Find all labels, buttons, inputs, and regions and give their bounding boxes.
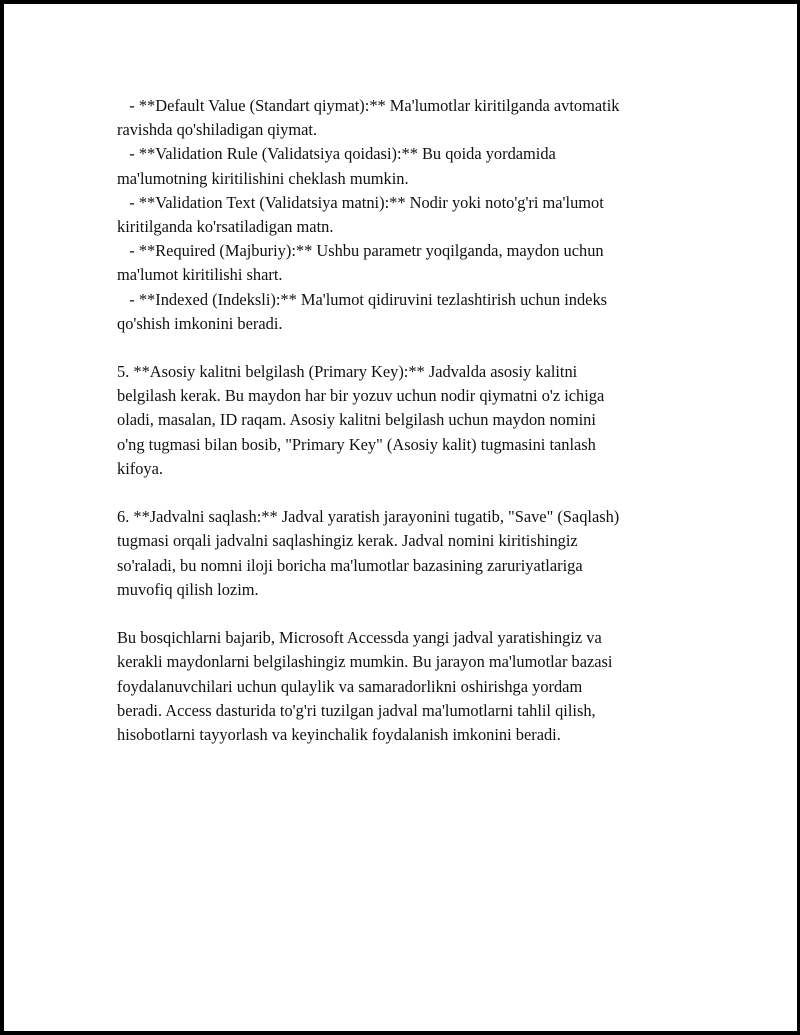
text-line: - **Default Value (Standart qiymat):** Ma'lumotlar kiritilganda avtomatik bbox=[117, 96, 620, 115]
text-line: tugmasi orqali jadvalni saqlashingiz kerak. Jadval nomini kiritishingiz bbox=[117, 531, 578, 551]
text-line: ma'lumotning kiritilishini cheklash mumkin. bbox=[117, 168, 409, 188]
paragraph-spacer bbox=[117, 602, 717, 626]
text-line: so'raladi, bu nomni iloji boricha ma'lumotlar bazasining zaruriyatlariga bbox=[117, 555, 583, 575]
text-line: oladi, masalan, ID raqam. Asosiy kalitni belgilash uchun maydon nomini bbox=[117, 410, 596, 430]
section-primary-key bbox=[117, 360, 717, 481]
text-line: 5. **Asosiy kalitni belgilash (Primary Key):** Jadvalda asosiy kalitni bbox=[117, 362, 578, 382]
section-conclusion bbox=[117, 626, 717, 747]
text-line: qo'shish imkonini beradi. bbox=[117, 313, 283, 333]
text-line: kerakli maydonlarni belgilashingiz mumkin. Bu jarayon ma'lumotlar bazasi bbox=[117, 652, 613, 672]
text-line: Bu bosqichlarni bajarib, Microsoft Accessda yangi jadval yaratishingiz va bbox=[117, 628, 602, 648]
text-line: muvofiq qilish lozim. bbox=[117, 579, 259, 599]
bullet-indexed bbox=[117, 288, 717, 336]
text-line: - **Indexed (Indeksli):** Ma'lumot qidiruvini tezlashtirish uchun indeks bbox=[117, 289, 608, 309]
text-line: hisobotlarni tayyorlash va keyinchalik foydalanish imkonini beradi. bbox=[117, 724, 561, 744]
bullet-validation-rule bbox=[117, 142, 717, 190]
bullet-required bbox=[117, 239, 717, 287]
bullet-default-value bbox=[117, 94, 717, 142]
text-line: foydalanuvchilari uchun qulaylik va samaradorlikni oshirishga yordam bbox=[117, 676, 583, 696]
text-line: ravishda qo'shiladigan qiymat. bbox=[117, 120, 318, 140]
bullet-validation-text bbox=[117, 191, 717, 239]
text-line: - **Required (Majburiy):** Ushbu parametr yoqilganda, maydon uchun bbox=[117, 241, 604, 261]
text-line: beradi. Access dasturida to'g'ri tuzilgan jadval ma'lumotlarni tahlil qilish, bbox=[117, 700, 596, 720]
text-line: - **Validation Text (Validatsiya matni):** Nodir yoki noto'g'ri ma'lumot bbox=[117, 192, 604, 212]
field-properties-list bbox=[117, 94, 717, 336]
text-line: - **Validation Rule (Validatsiya qoidasi):** Bu qoida yordamida bbox=[117, 144, 556, 164]
document-body bbox=[117, 94, 717, 747]
text-line: o'ng tugmasi bilan bosib, "Primary Key" (Asosiy kalit) tugmasini tanlash bbox=[117, 434, 596, 454]
text-line: kiritilganda ko'rsatiladigan matn. bbox=[117, 216, 334, 236]
paragraph-spacer bbox=[117, 481, 717, 505]
section-save-table bbox=[117, 505, 717, 602]
text-line: ma'lumot kiritilishi shart. bbox=[117, 265, 283, 285]
text-line: 6. **Jadvalni saqlash:** Jadval yaratish jarayonini tugatib, "Save" (Saqlash) bbox=[117, 507, 620, 527]
text-line: kifoya. bbox=[117, 458, 163, 478]
text-line: belgilash kerak. Bu maydon har bir yozuv uchun nodir qiymatni o'z ichiga bbox=[117, 386, 605, 406]
paragraph-spacer bbox=[117, 336, 717, 360]
